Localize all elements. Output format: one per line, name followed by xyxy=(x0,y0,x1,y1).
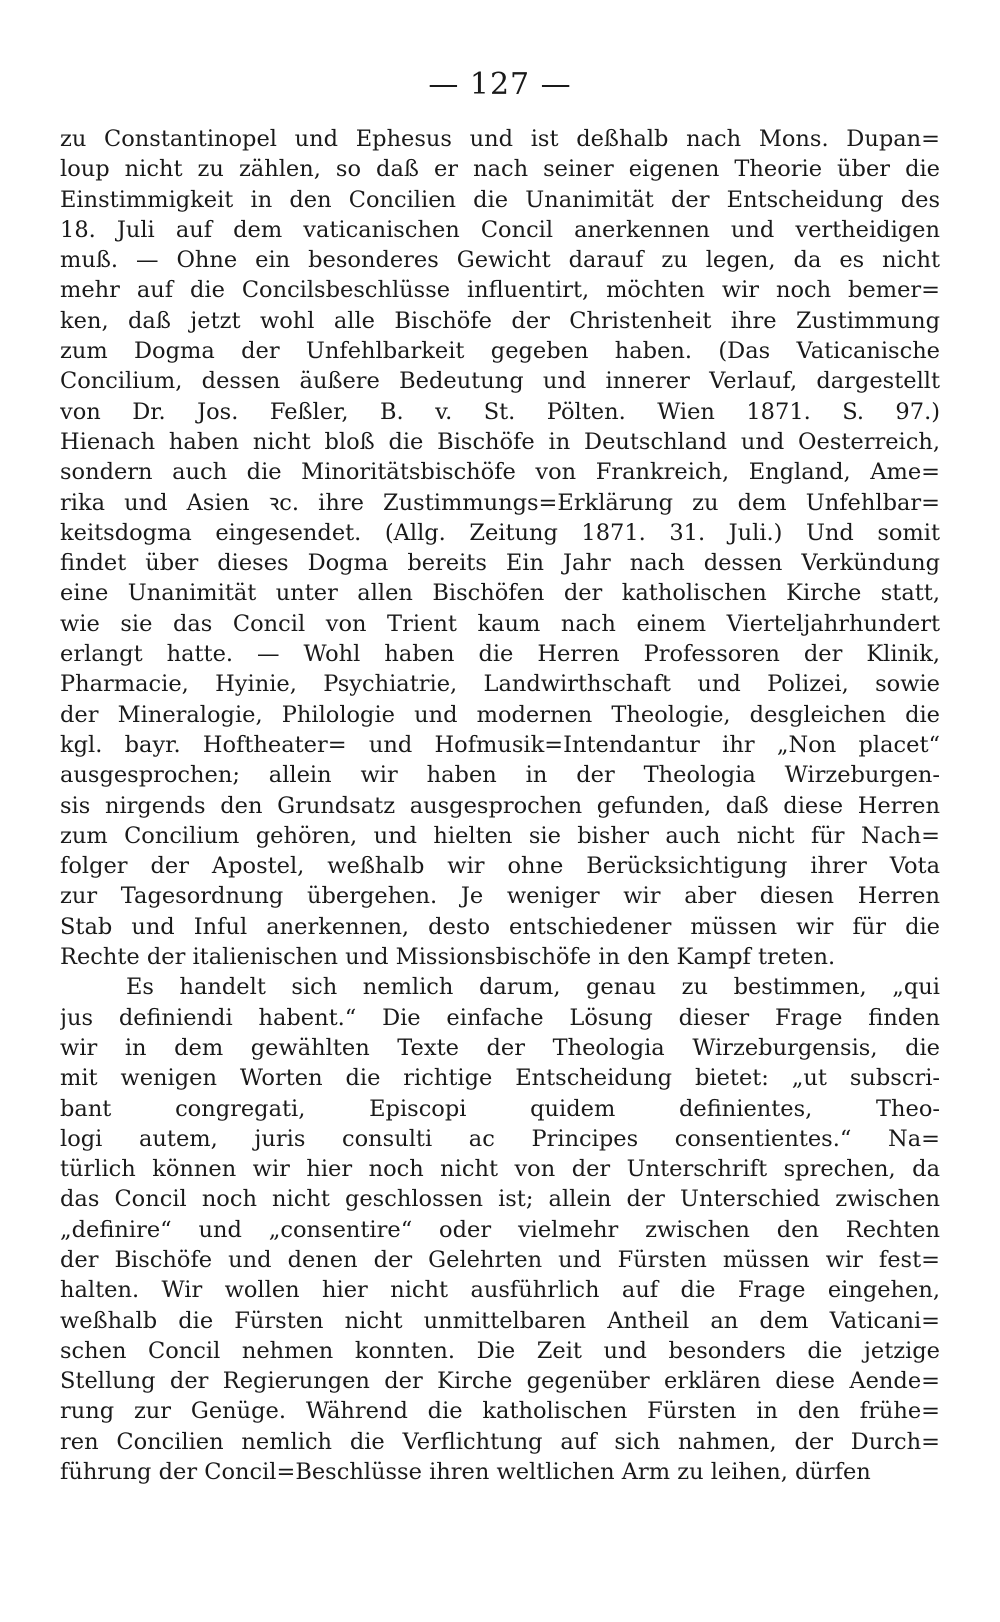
paragraph xyxy=(60,124,940,972)
text-line: folger der Apostel, weßhalb wir ohne Berücksichtigung ihrer Vota xyxy=(60,853,940,880)
text-line: Rechte der italienischen und Missionsbischöfe in den Kampf treten. xyxy=(60,944,836,971)
text-line: wir in dem gewählten Texte der Theologia Wirzeburgensis, die xyxy=(60,1034,940,1061)
text-line: „definire“ und „consentire“ oder vielmehr zwischen den Rechten xyxy=(60,1216,940,1243)
text-line: wie sie das Concil von Trient kaum nach einem Vierteljahrhundert xyxy=(60,610,940,637)
text-line: bant congregati, Episcopi quidem definientes, Theo- xyxy=(60,1095,940,1122)
text-line: findet über dieses Dogma bereits Ein Jahr nach dessen Verkündung xyxy=(60,550,940,577)
text-line: rung zur Genüge. Während die katholischen Fürsten in den frühe= xyxy=(60,1398,940,1425)
text-line: zum Dogma der Unfehlbarkeit gegeben haben. (Das Vaticanische xyxy=(60,338,940,365)
text-line: weßhalb die Fürsten nicht unmittelbaren Antheil an dem Vaticani= xyxy=(60,1307,940,1334)
text-line: mehr auf die Concilsbeschlüsse influentirt, möchten wir noch bemer= xyxy=(60,277,940,304)
text-line: ren Concilien nemlich die Verflichtung auf sich nahmen, der Durch= xyxy=(60,1428,940,1455)
text-line: Es handelt sich nemlich darum, genau zu bestimmen, „qui xyxy=(126,974,940,1001)
text-line: keitsdogma eingesendet. (Allg. Zeitung 1871. 31. Juli.) Und somit xyxy=(60,519,940,546)
text-line: von Dr. Jos. Feßler, B. v. St. Pölten. Wien 1871. S. 97.) xyxy=(60,398,940,425)
text-line: das Concil noch nicht geschlossen ist; allein der Unterschied zwischen xyxy=(60,1186,940,1213)
text-line: führung der Concil=Beschlüsse ihren weltlichen Arm zu leihen, dürfen xyxy=(60,1459,871,1486)
text-body xyxy=(60,124,940,1487)
text-line: Concilium, dessen äußere Bedeutung und innerer Verlauf, dargestellt xyxy=(60,368,940,395)
text-line: logi autem, juris consulti ac Principes consentientes.“ Na= xyxy=(60,1125,940,1152)
text-line: sondern auch die Minoritätsbischöfe von Frankreich, England, Ame= xyxy=(60,459,940,486)
text-line: zum Concilium gehören, und hielten sie bisher auch nicht für Nach= xyxy=(60,822,940,849)
book-page xyxy=(60,68,940,1487)
text-line: erlangt hatte. — Wohl haben die Herren Professoren der Klinik, xyxy=(60,641,940,668)
paragraph xyxy=(60,972,940,1487)
text-line: eine Unanimität unter allen Bischöfen der katholischen Kirche statt, xyxy=(60,580,940,607)
text-line: ausgesprochen; allein wir haben in der Theologia Wirzeburgen- xyxy=(60,762,940,789)
text-line: muß. — Ohne ein besonderes Gewicht darauf zu legen, da es nicht xyxy=(60,247,940,274)
text-line: Pharmacie, Hyinie, Psychiatrie, Landwirthschaft und Polizei, sowie xyxy=(60,671,940,698)
text-line: mit wenigen Worten die richtige Entscheidung bietet: „ut subscri- xyxy=(60,1065,940,1092)
text-line: Stab und Inful anerkennen, desto entschiedener müssen wir für die xyxy=(60,913,940,940)
text-line: loup nicht zu zählen, so daß er nach seiner eigenen Theorie über die xyxy=(60,156,940,183)
text-line: halten. Wir wollen hier nicht ausführlich auf die Frage eingehen, xyxy=(60,1277,940,1304)
text-line: Stellung der Regierungen der Kirche gegenüber erklären diese Aende= xyxy=(60,1368,940,1395)
text-line: rika und Asien ꝛc. ihre Zustimmungs=Erklärung zu dem Unfehlbar= xyxy=(60,489,940,516)
text-line: türlich können wir hier noch nicht von der Unterschrift sprechen, da xyxy=(60,1156,940,1183)
text-line: 18. Juli auf dem vaticanischen Concil anerkennen und vertheidigen xyxy=(60,216,940,243)
text-line: schen Concil nehmen konnten. Die Zeit und besonders die jetzige xyxy=(60,1337,940,1364)
text-line: kgl. bayr. Hoftheater= und Hofmusik=Intendantur ihr „Non placet“ xyxy=(60,731,940,758)
text-line: sis nirgends den Grundsatz ausgesprochen gefunden, daß diese Herren xyxy=(60,792,940,819)
text-line: ken, daß jetzt wohl alle Bischöfe der Christenheit ihre Zustimmung xyxy=(60,307,940,334)
text-line: zur Tagesordnung übergehen. Je weniger wir aber diesen Herren xyxy=(60,883,940,910)
text-line: Hienach haben nicht bloß die Bischöfe in Deutschland und Oesterreich, xyxy=(60,428,940,455)
text-line: der Mineralogie, Philologie und modernen Theologie, desgleichen die xyxy=(60,701,940,728)
text-line: zu Constantinopel und Ephesus und ist deßhalb nach Mons. Dupan= xyxy=(60,126,940,152)
page-number: — 127 — xyxy=(428,67,572,102)
text-line: der Bischöfe und denen der Gelehrten und Fürsten müssen wir fest= xyxy=(60,1246,940,1273)
text-line: Einstimmigkeit in den Concilien die Unanimität der Entscheidung des xyxy=(60,186,940,213)
text-line: jus definiendi habent.“ Die einfache Lösung dieser Frage finden xyxy=(60,1004,940,1031)
